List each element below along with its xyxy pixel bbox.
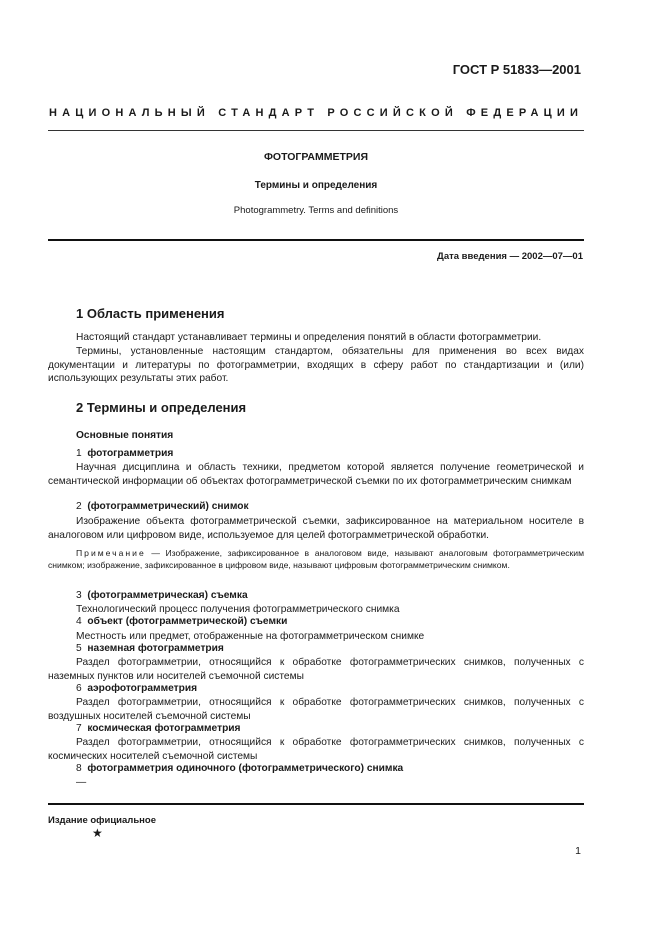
scope-text-2: Термины, установленные настоящим стандартом, обязательны для применения во всех видах документации и литературы по фотограмметрии, входящих в сферу работ по стандартизации и (или) использующих результаты этих работ. bbox=[48, 346, 584, 384]
term-1-definition bbox=[48, 461, 584, 488]
term-number: 1 bbox=[76, 448, 82, 459]
term-7-definition bbox=[48, 736, 584, 763]
term-number: 8 bbox=[76, 763, 82, 774]
scope-text-1: Настоящий стандарт устанавливает термины и определения понятий в области фотограмметрии. bbox=[76, 332, 542, 343]
footer-divider bbox=[48, 803, 584, 805]
document-code: ГОСТ Р 51833—2001 bbox=[452, 62, 581, 77]
term-definition: Раздел фотограмметрии, относящийся к обработке фотограмметрических снимков, полученных с космических носителей съемочной системы bbox=[48, 737, 584, 762]
term-number: 5 bbox=[76, 643, 82, 654]
term-number: 4 bbox=[76, 616, 82, 627]
section-2-heading: 2 Термины и определения bbox=[76, 400, 247, 415]
term-name: (фотограмметрическая) съемка bbox=[87, 590, 248, 601]
header-divider bbox=[48, 130, 584, 131]
term-3-definition bbox=[48, 603, 584, 617]
term-number: 2 bbox=[76, 501, 82, 512]
introduction-date: Дата введения — 2002—07—01 bbox=[437, 251, 583, 262]
term-2-heading bbox=[76, 501, 249, 512]
term-8-heading bbox=[76, 763, 403, 774]
note-label: Примечание bbox=[76, 548, 146, 558]
term-number: 6 bbox=[76, 683, 82, 694]
section-1-heading: 1 Область применения bbox=[76, 306, 225, 321]
term-name: объект (фотограмметрической) съемки bbox=[87, 616, 288, 627]
national-standard-heading: НАЦИОНАЛЬНЫЙ СТАНДАРТ РОССИЙСКОЙ ФЕДЕРАЦИИ bbox=[48, 107, 584, 119]
note-text: — Изображение, зафиксированное в аналоговом виде, называют аналоговым фотограмметрическим снимком; изображение, зафиксированное в цифровом виде, называют цифровым фотограмметрическим снимком. bbox=[48, 548, 584, 570]
term-name: аэрофотограмметрия bbox=[87, 683, 198, 694]
term-2-definition bbox=[48, 515, 584, 542]
edition-label: Издание официальное bbox=[48, 815, 156, 826]
term-4-heading bbox=[76, 616, 287, 627]
english-title: Photogrammetry. Terms and definitions bbox=[233, 205, 399, 216]
term-definition: — bbox=[76, 777, 87, 788]
note bbox=[48, 548, 584, 571]
term-1-heading bbox=[76, 448, 173, 459]
star-icon: ★ bbox=[92, 826, 103, 840]
document-title: ФОТОГРАММЕТРИЯ bbox=[263, 151, 369, 163]
term-6-heading bbox=[76, 683, 197, 694]
term-definition: Изображение объекта фотограмметрической съемки, зафиксированное на материальном носителе в аналоговом или цифровом виде, используемое для целей фотограмметрической обработки. bbox=[48, 516, 584, 541]
term-7-heading bbox=[76, 723, 241, 734]
document-subtitle: Термины и определения bbox=[254, 180, 378, 191]
term-4-definition bbox=[48, 630, 584, 644]
section-1-paragraph-2 bbox=[48, 345, 584, 386]
term-number: 7 bbox=[76, 723, 82, 734]
term-name: (фотограмметрический) снимок bbox=[87, 501, 249, 512]
term-definition: Раздел фотограмметрии, относящийся к обработке фотограмметрических снимков, полученных с наземных пунктов или носителей съемочной системы bbox=[48, 657, 584, 682]
term-name: наземная фотограмметрия bbox=[87, 643, 224, 654]
section-1-paragraph-1 bbox=[48, 331, 584, 345]
term-definition: Раздел фотограмметрии, относящийся к обработке фотограмметрических снимков, полученных с воздушных носителей съемочной системы bbox=[48, 697, 584, 722]
page-number: 1 bbox=[575, 845, 581, 857]
term-definition: Местность или предмет, отображенные на фотограмметрическом снимке bbox=[76, 631, 425, 642]
title-divider bbox=[48, 239, 584, 241]
term-definition: Технологический процесс получения фотограмметрического снимка bbox=[76, 604, 400, 615]
term-number: 3 bbox=[76, 590, 82, 601]
term-definition: Научная дисциплина и область техники, предметом которой является получение геометрической и семантической информации об объектах фотограмметрической съемки по их фотограмметрическим снимкам bbox=[48, 462, 584, 487]
term-name: фотограмметрия bbox=[87, 448, 174, 459]
term-6-definition bbox=[48, 696, 584, 723]
term-name: фотограмметрия одиночного (фотограмметрического) снимка bbox=[87, 763, 404, 774]
term-8-definition bbox=[48, 776, 584, 790]
term-name: космическая фотограмметрия bbox=[87, 723, 241, 734]
term-5-definition bbox=[48, 656, 584, 683]
term-5-heading bbox=[76, 643, 224, 654]
basic-concepts-subheading: Основные понятия bbox=[76, 430, 174, 441]
term-3-heading bbox=[76, 590, 248, 601]
